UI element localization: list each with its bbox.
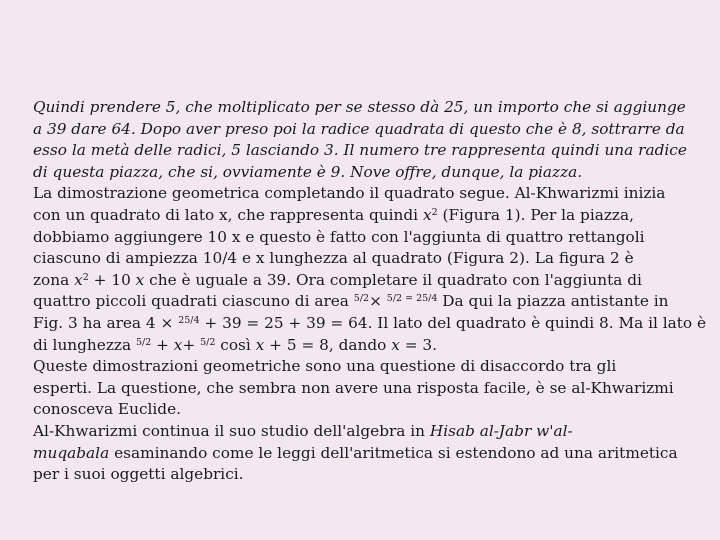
paragraph-4	[33, 421, 688, 486]
text-line	[33, 335, 688, 357]
fraction: 5/2	[135, 336, 152, 348]
text-run: = 3.	[399, 335, 437, 354]
text-line	[33, 291, 688, 313]
text-run: con un quadrato di lato x, che rappresenta quindi	[33, 205, 423, 224]
text-line	[33, 205, 688, 227]
text-line: ciascuno di ampiezza 10/4 e x lunghezza al quadrato (Figura 2). La figura 2 è	[33, 249, 634, 268]
text-run: zona	[33, 270, 75, 289]
fraction: 5/2	[353, 293, 370, 305]
variable-x: x	[391, 335, 400, 354]
text-run: Al-Khwarizmi continua il suo studio dell'algebra in	[33, 421, 430, 440]
text-line: Quindi prendere 5, che moltiplicato per se stesso dà 25, un importo che si aggiunge	[33, 98, 686, 116]
text-run: ×	[369, 292, 387, 311]
text-run: Fig. 3 ha area 4 ×	[33, 313, 179, 332]
text-run: Da qui la piazza antistante in	[437, 292, 669, 311]
text-run: + 39 = 25 + 39 = 64. Il lato del quadrato è quindi 8. Ma il lato è	[199, 313, 707, 332]
fraction: 25/4	[178, 314, 200, 326]
text-line: di questa piazza, che si, ovviamente è 9. Nove offre, dunque, la piazza.	[33, 162, 583, 181]
text-run: + 5 = 8, dando	[264, 335, 392, 354]
exponent: 2	[431, 206, 438, 218]
paragraph-2	[33, 183, 707, 356]
variable-x: x	[173, 335, 183, 354]
text-run: esaminando come le leggi dell'aritmetica si estendono ad una aritmetica	[109, 443, 678, 462]
variable-x: x	[422, 205, 432, 224]
text-line: per i suoi oggetti algebrici.	[33, 465, 244, 484]
text-line: conosceva Euclide.	[33, 400, 182, 419]
text-run: che è uguale a 39. Ora completare il quadrato con l'aggiunta di	[144, 270, 642, 289]
body-text	[33, 97, 707, 486]
variable-x: x	[135, 270, 145, 289]
text-line: Queste dimostrazioni geometriche sono una questione di disaccordo tra gli	[33, 357, 617, 376]
text-run: di lunghezza	[33, 335, 136, 354]
text-run: +	[182, 335, 201, 354]
fraction: 5/2	[200, 336, 216, 348]
text-line: esso la metà delle radici, 5 lasciando 3. Il numero tre rappresenta quindi una radice	[33, 141, 687, 160]
book-title: muqabala	[33, 443, 110, 462]
paragraph-1	[33, 97, 688, 183]
text-line: La dimostrazione geometrica completando il quadrato segue. Al-Khwarizmi inizia	[33, 184, 666, 203]
text-line	[33, 421, 688, 443]
text-line: dobbiamo aggiungere 10 x e questo è fatto con l'aggiunta di quattro rettangoli	[33, 227, 645, 246]
text-run: quattro piccoli quadrati ciascuno di area	[33, 292, 354, 311]
text-line: esperti. La questione, che sembra non avere una risposta facile, è se al-Khwarizmi	[33, 378, 674, 397]
text-run: =	[402, 293, 417, 305]
variable-x: x	[74, 270, 83, 289]
exponent: 2	[82, 271, 89, 283]
book-title: Hisab al-Jabr w'al-	[429, 421, 573, 440]
text-run: (Figura 1). Per la piazza,	[437, 205, 634, 224]
fraction: 5/2	[386, 293, 403, 305]
paragraph-3	[33, 356, 688, 421]
text-line	[33, 313, 707, 335]
text-run: così	[215, 335, 256, 354]
text-run: +	[151, 335, 174, 354]
text-line	[33, 443, 688, 465]
variable-x: x	[255, 335, 265, 354]
text-run: + 10	[88, 270, 136, 289]
fraction: 25/4	[416, 293, 438, 305]
text-line: a 39 dare 64. Dopo aver preso poi la radice quadrata di questo che è 8, sottrarre da	[33, 119, 685, 138]
text-line	[33, 270, 688, 292]
